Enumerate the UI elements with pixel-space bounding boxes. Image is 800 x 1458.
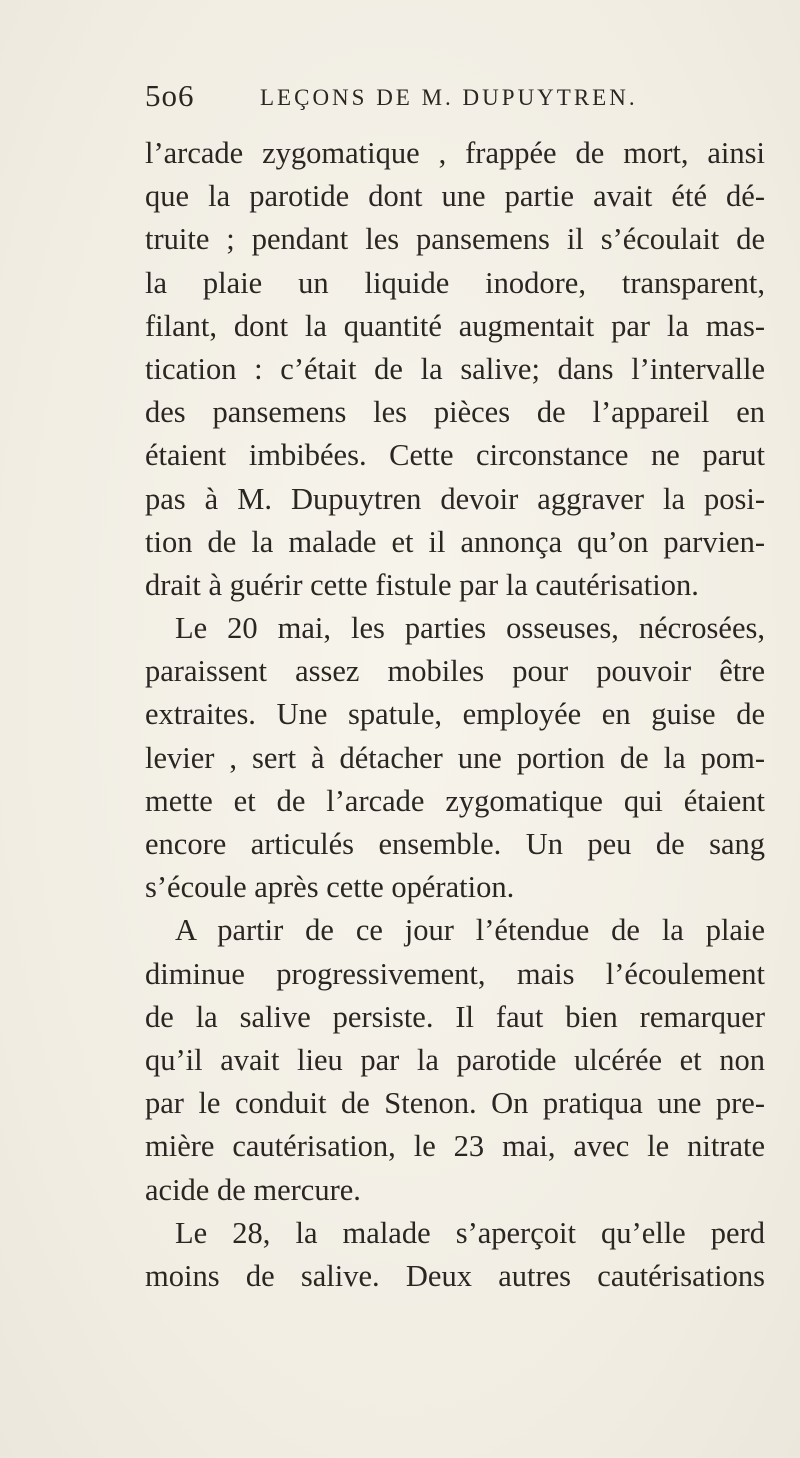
text-line: filant, dont la quantité augmentait par la mas- xyxy=(145,308,765,343)
text-line: truite ; pendant les pansemens il s’écoulait de xyxy=(145,222,765,257)
text-line: la plaie un liquide inodore, transparent, xyxy=(145,265,765,300)
text-line: par le conduit de Stenon. On pratiqua une pre- xyxy=(145,1086,765,1121)
text-line: que la parotide dont une partie avait été dé- xyxy=(145,179,765,214)
text-line: pas à M. Dupuytren devoir aggraver la posi- xyxy=(145,481,765,516)
text-line: s’écoule après cette opération. xyxy=(145,870,515,905)
text-line: extraites. Une spatule, employée en guise de xyxy=(145,697,765,732)
text-line: tion de la malade et il annonça qu’on parvien- xyxy=(145,524,765,559)
text-line: levier , sert à détacher une portion de la pom- xyxy=(145,740,765,775)
text-line: Le 28, la malade s’aperçoit qu’elle perd xyxy=(175,1215,765,1250)
text-line: diminue progressivement, mais l’écoulement xyxy=(145,956,765,991)
text-line: encore articulés ensemble. Un peu de sang xyxy=(145,827,765,861)
text-line: tication : c’était de la salive; dans l’intervalle xyxy=(145,351,765,386)
text-line: de la salive persiste. Il faut bien remarquer xyxy=(145,999,765,1034)
text-line: qu’il avait lieu par la parotide ulcérée et non xyxy=(145,1042,765,1077)
text-line: Le 20 mai, les parties osseuses, nécrosées, xyxy=(175,611,765,646)
text-line: A partir de ce jour l’étendue de la plaie xyxy=(175,913,765,948)
page-number: 5o6 xyxy=(145,78,195,113)
running-head: LEÇONS DE M. DUPUYTREN. xyxy=(260,85,638,110)
text-line: drait à guérir cette fistule par la cautérisation. xyxy=(145,567,699,602)
text-line: moins de salive. Deux autres cautérisations xyxy=(145,1258,765,1293)
text-line: étaient imbibées. Cette circonstance ne parut xyxy=(145,438,765,473)
text-line: mette et de l’arcade zygomatique qui étaient xyxy=(145,783,765,818)
text-line: paraissent assez mobiles pour pouvoir être xyxy=(145,654,765,689)
text-line: l’arcade zygomatique , frappée de mort, ainsi xyxy=(145,136,765,170)
text-line: mière cautérisation, le 23 mai, avec le nitrate xyxy=(145,1129,765,1164)
text-line: acide de mercure. xyxy=(145,1172,361,1207)
body-text xyxy=(145,132,765,1298)
page-header xyxy=(145,78,705,118)
text-line: des pansemens les pièces de l’appareil en xyxy=(145,395,765,430)
